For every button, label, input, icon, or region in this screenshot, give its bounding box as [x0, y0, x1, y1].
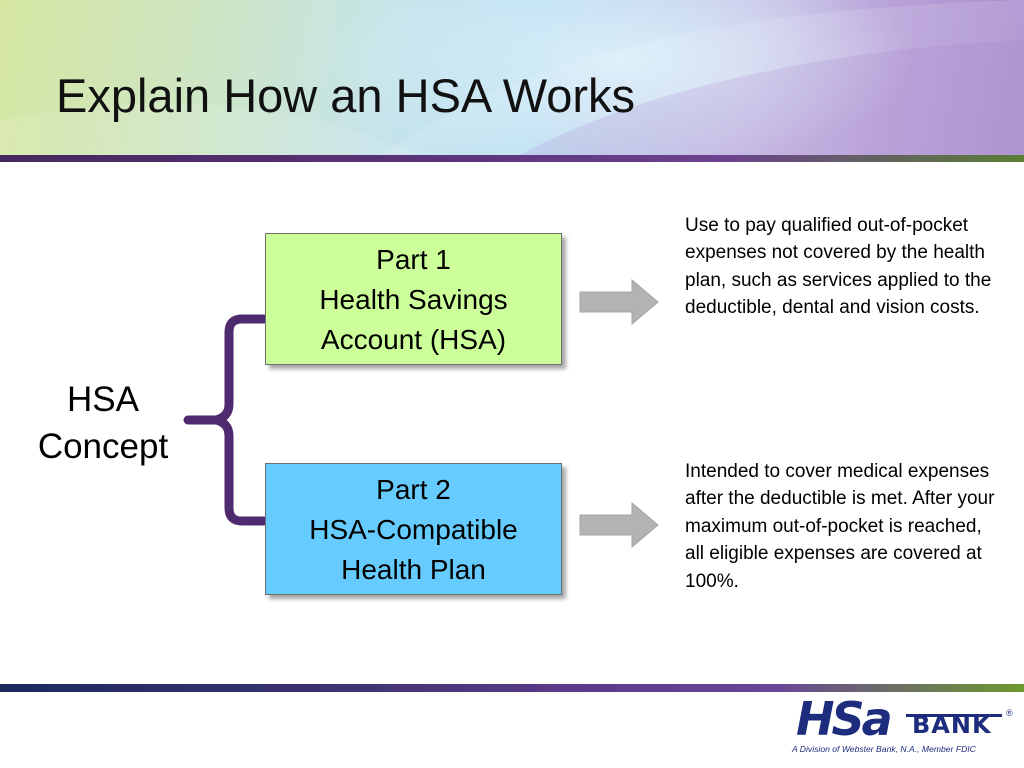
part-2-box	[265, 463, 562, 595]
header-divider	[0, 155, 1024, 162]
slide-header	[0, 0, 1024, 155]
part-1-heading: Part 1	[376, 244, 451, 275]
part-1-box	[265, 233, 562, 365]
concept-label	[18, 376, 188, 470]
part-1-description: Use to pay qualified out-of-pocket expenses not covered by the health plan, such as services applied to the deductible, dental and vision costs.	[685, 215, 992, 319]
part-2-heading: Part 2	[376, 474, 451, 505]
logo-registered-mark: ®	[1006, 708, 1013, 718]
part-1-line-3: Account (HSA)	[320, 324, 507, 355]
part-2-line-3: Health Plan	[341, 554, 486, 585]
logo-mark: HSa	[796, 692, 890, 746]
part-1-line-2: Health Savings	[319, 284, 508, 315]
logo-word: BANK	[912, 711, 992, 739]
slide-title: Explain How an HSA Works	[56, 69, 636, 122]
part-2-description: Intended to cover medical expenses after the deductible is met. After your maximum out-of-pocket is reached, all eligible expenses are covered at 100%.	[685, 461, 995, 592]
footer-divider	[0, 684, 1024, 692]
right-arrow-icon	[579, 502, 659, 548]
part-2-line-2: HSA-Compatible	[309, 514, 518, 545]
concept-line-2: Concept	[37, 427, 169, 466]
concept-line-1: HSA	[67, 380, 139, 419]
logo-tagline: A Division of Webster Bank, N.A., Member FDIC	[792, 744, 976, 754]
right-arrow-icon	[579, 279, 659, 325]
hsa-bank-logo	[788, 692, 1018, 762]
